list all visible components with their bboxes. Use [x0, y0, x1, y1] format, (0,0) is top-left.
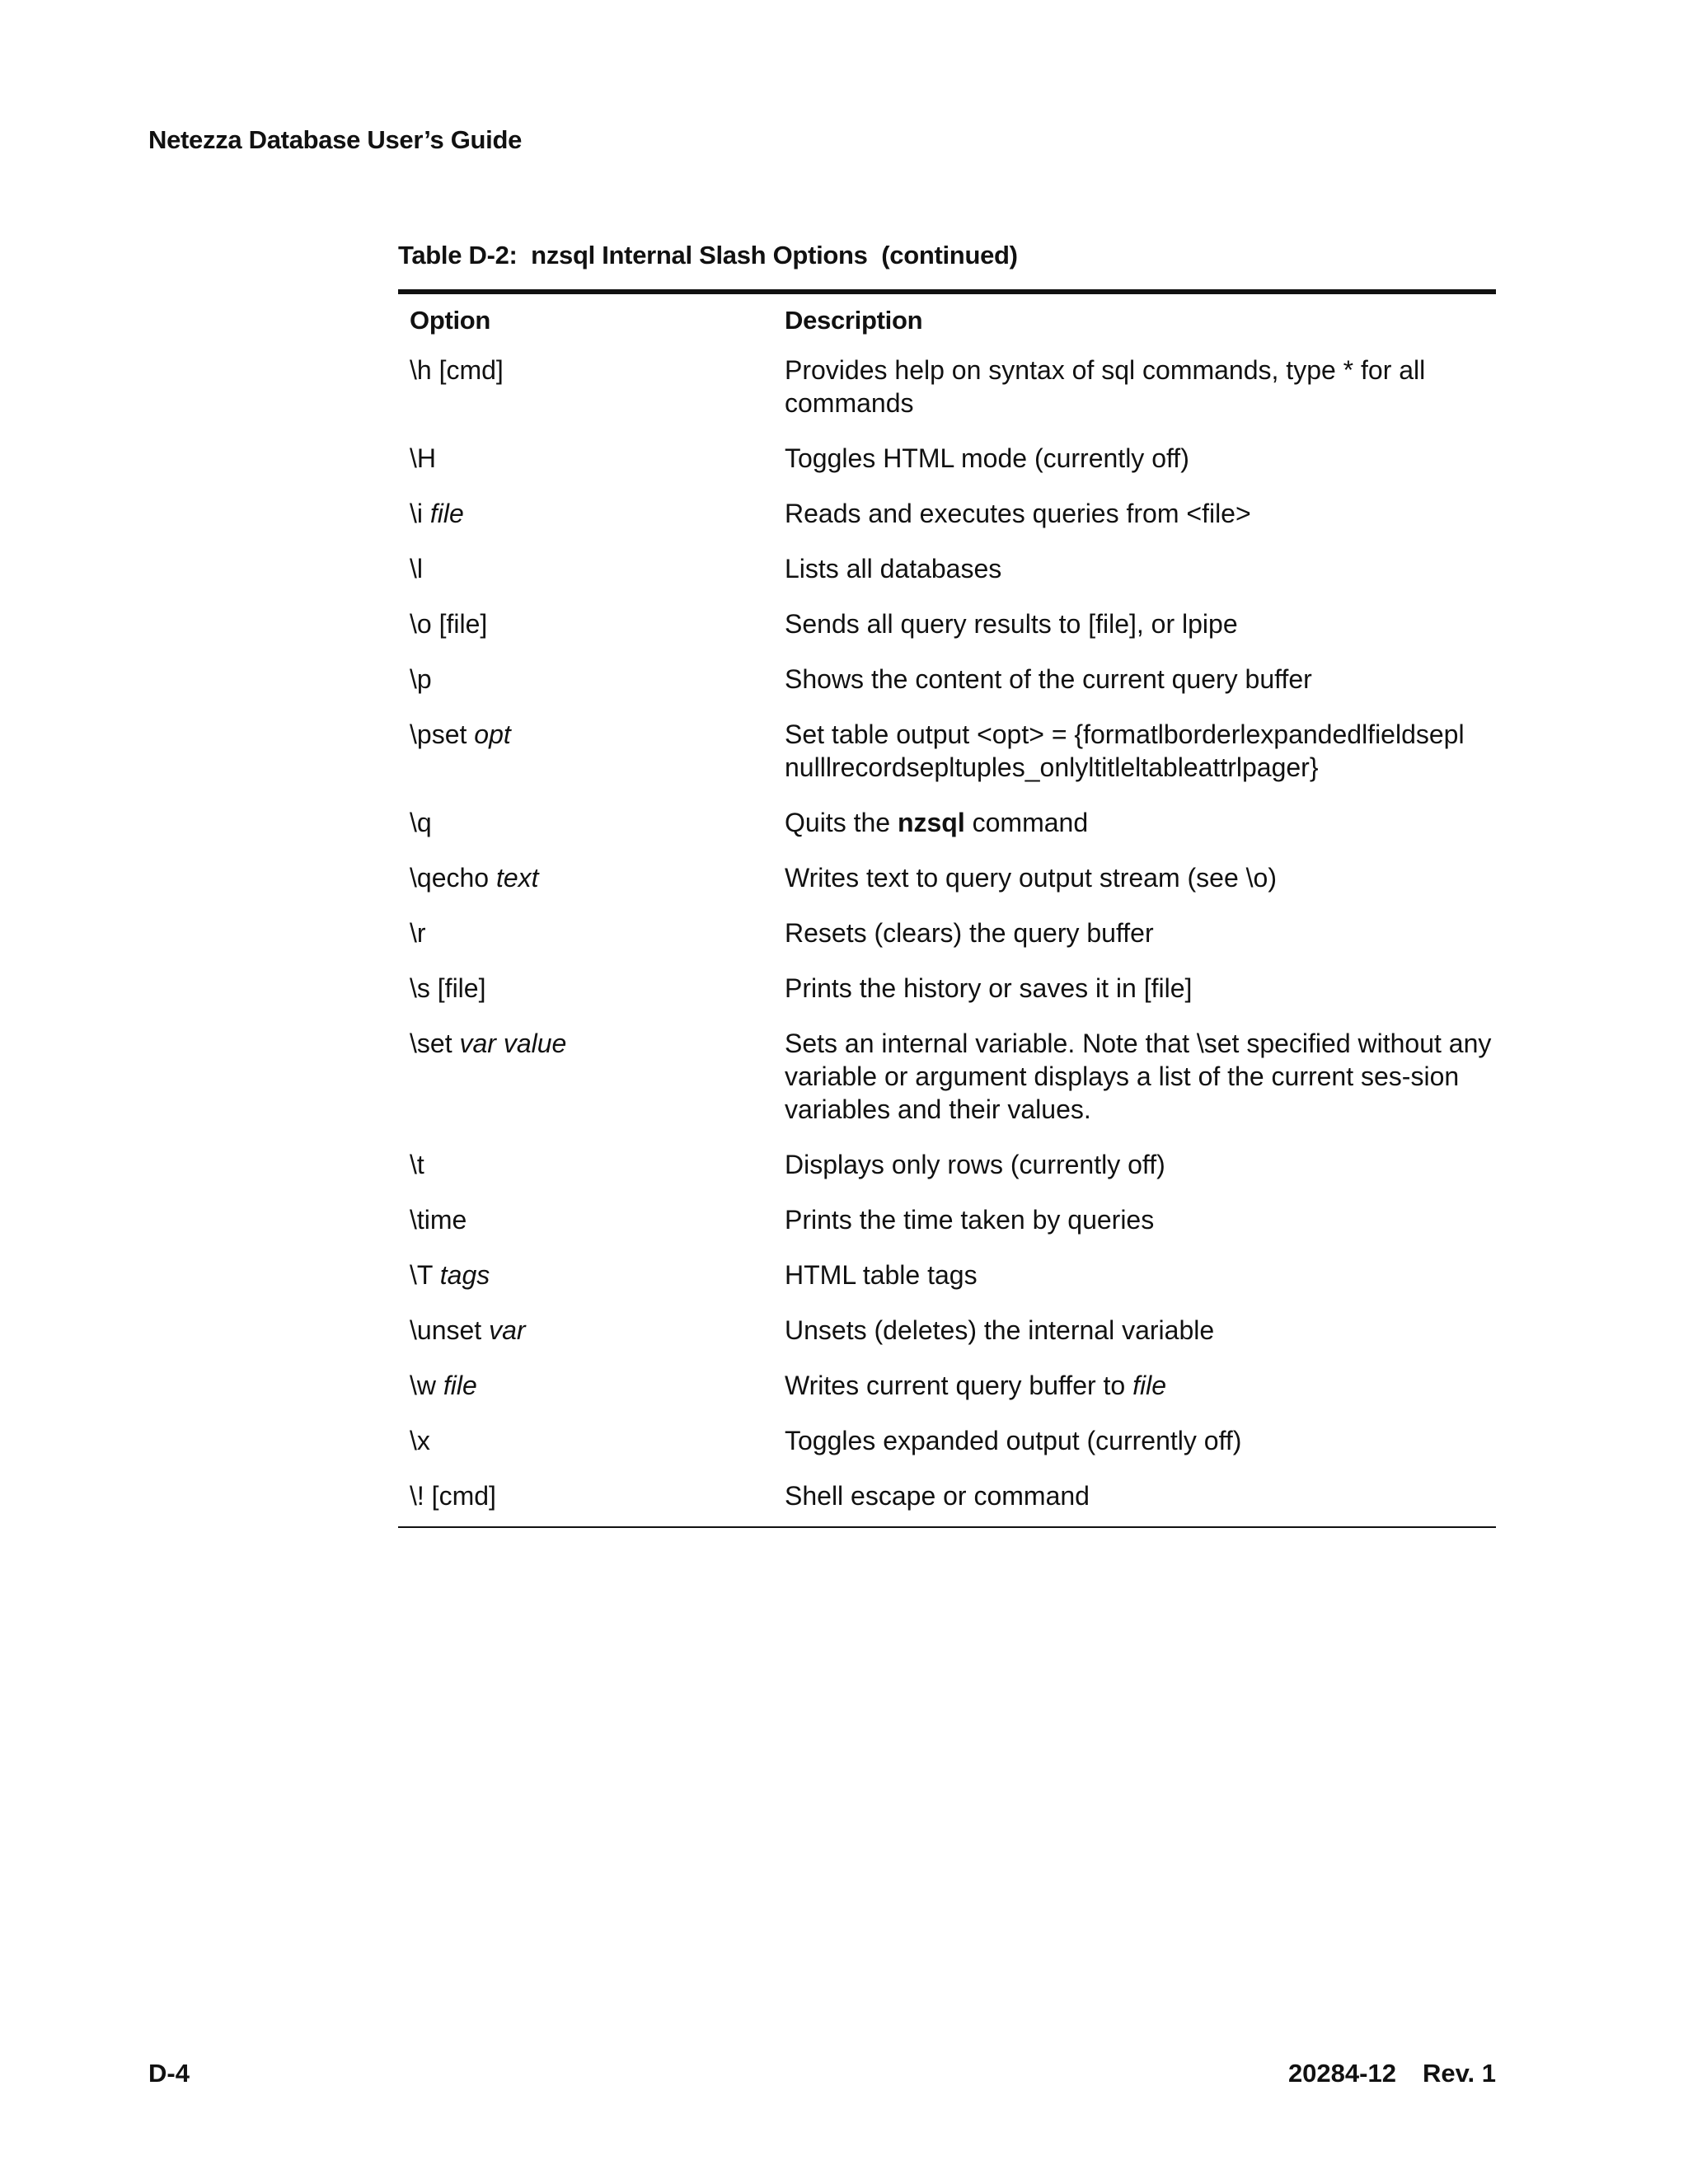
document-number: 20284-12 [1287, 2059, 1396, 2088]
option-command: \r [410, 918, 426, 948]
table-row [398, 1137, 1496, 1193]
option-command: \h [cmd] [410, 355, 504, 385]
table-row [398, 431, 1496, 486]
description-cell: Reads and executes queries from <file> [785, 499, 1251, 528]
option-command: \x [410, 1426, 430, 1455]
description-command-name: nzsql [897, 808, 965, 837]
option-argument: var value [459, 1029, 567, 1058]
option-command: \w [410, 1371, 443, 1400]
description-cell: Provides help on syntax of sql commands, type * for all commands [785, 355, 1426, 418]
table-row [398, 1303, 1496, 1358]
option-cell [398, 1137, 773, 1193]
option-cell [398, 1016, 773, 1137]
option-cell [398, 707, 773, 795]
option-argument: text [495, 863, 539, 893]
option-argument: opt [474, 719, 511, 749]
description-cell: Displays only rows (currently off) [785, 1150, 1165, 1179]
table-row [398, 1413, 1496, 1469]
table-row [398, 1193, 1496, 1248]
description-cell: Toggles HTML mode (currently off) [785, 443, 1189, 473]
table-row [398, 343, 1496, 431]
option-command: \! [cmd] [410, 1481, 496, 1511]
column-header-description: Description [785, 306, 923, 335]
description-cell: HTML table tags [785, 1260, 978, 1290]
option-cell [398, 795, 773, 851]
option-cell [398, 906, 773, 961]
description-cell: Sends all query results to [file], or lpipe [785, 609, 1238, 639]
option-cell [398, 431, 773, 486]
option-command: \l [410, 554, 423, 583]
description-cell: Unsets (deletes) the internal variable [785, 1315, 1215, 1345]
option-command: \time [410, 1205, 467, 1235]
option-cell [398, 343, 773, 431]
option-cell [398, 652, 773, 707]
option-cell [398, 486, 773, 541]
description-cell: Shell escape or command [785, 1481, 1090, 1511]
description-argument: file [1132, 1371, 1167, 1400]
table-header-row [398, 292, 1496, 343]
option-cell [398, 1358, 773, 1413]
table-row [398, 652, 1496, 707]
description-cell: Writes text to query output stream (see \o) [785, 863, 1277, 893]
table-row [398, 906, 1496, 961]
table-row [398, 1469, 1496, 1527]
table-row [398, 707, 1496, 795]
option-cell [398, 961, 773, 1016]
description-cell: Prints the time taken by queries [785, 1205, 1155, 1235]
table-row [398, 597, 1496, 652]
option-command: \i [410, 499, 430, 528]
option-command: \T [410, 1260, 440, 1290]
table-caption: Table D-2: nzsql Internal Slash Options (continued) [398, 241, 1018, 269]
option-cell [398, 1303, 773, 1358]
table-row [398, 1248, 1496, 1303]
page-number: D-4 [148, 2059, 190, 2088]
slash-options-table [398, 289, 1496, 1528]
description-cell [773, 795, 1496, 851]
option-cell [398, 1248, 773, 1303]
option-argument: var [489, 1315, 526, 1345]
option-command: \qecho [410, 863, 496, 893]
table-row [398, 795, 1496, 851]
option-command: \t [410, 1150, 424, 1179]
option-argument: file [443, 1371, 477, 1400]
description-cell: Toggles expanded output (currently off) [785, 1426, 1242, 1455]
option-command: \q [410, 808, 432, 837]
option-argument: tags [439, 1260, 490, 1290]
option-cell [398, 1413, 773, 1469]
table-row [398, 486, 1496, 541]
option-cell [398, 597, 773, 652]
option-command: \H [410, 443, 436, 473]
option-command: \o [file] [410, 609, 488, 639]
option-command: \s [file] [410, 973, 486, 1003]
table-row [398, 1358, 1496, 1413]
description-text: command [964, 808, 1089, 837]
table-row [398, 961, 1496, 1016]
option-command: \set [410, 1029, 460, 1058]
table-row [398, 1016, 1496, 1137]
description-cell: Lists all databases [785, 554, 1002, 583]
description-cell: Shows the content of the current query buffer [785, 664, 1312, 694]
document-revision: Rev. 1 [1422, 2059, 1496, 2088]
description-cell: Prints the history or saves it in [file] [785, 973, 1193, 1003]
option-command: \pset [410, 719, 475, 749]
column-header-option: Option [410, 306, 491, 335]
option-cell [398, 541, 773, 597]
option-argument: file [429, 499, 464, 528]
table-row [398, 851, 1496, 906]
description-text: Writes current query buffer to [785, 1371, 1133, 1400]
document-identifier [1288, 2059, 1496, 2088]
option-cell [398, 851, 773, 906]
description-cell [773, 1358, 1496, 1413]
option-command: \p [410, 664, 432, 694]
option-command: \unset [410, 1315, 490, 1345]
description-cell: Sets an internal variable. Note that \set specified without any variable or argument displays a list of the current ses-sion variables and their values. [785, 1029, 1492, 1124]
option-cell [398, 1193, 773, 1248]
option-cell [398, 1469, 773, 1527]
table-row [398, 541, 1496, 597]
description-cell: Set table output <opt> = {formatlborderlexpandedlfieldsepl nulllrecordsepltuples_onlyltitleltableattrlpager} [785, 719, 1465, 782]
running-header-title: Netezza Database User’s Guide [148, 125, 523, 154]
description-cell: Resets (clears) the query buffer [785, 918, 1154, 948]
description-text: Quits the [785, 808, 898, 837]
